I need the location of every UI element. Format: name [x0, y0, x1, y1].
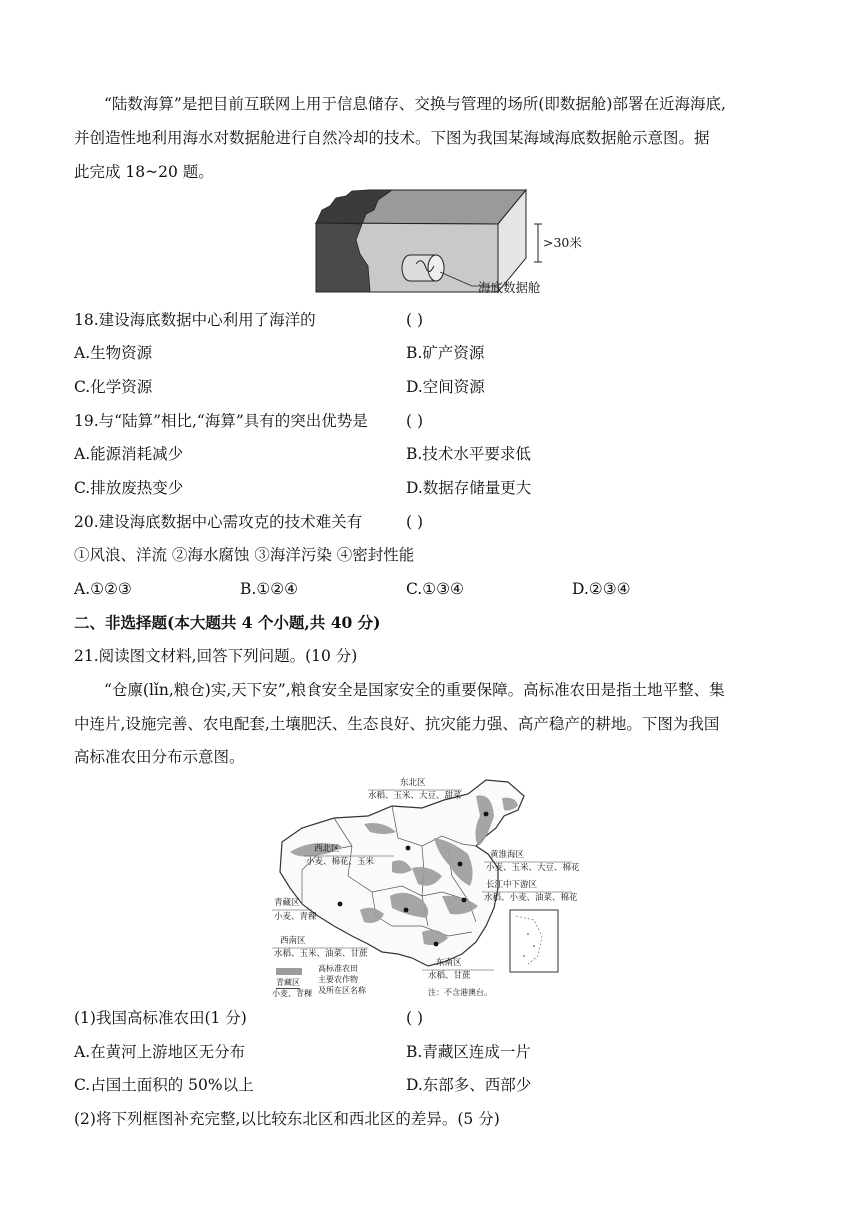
farmland-map-figure — [272, 776, 592, 1002]
q21-para-line-3: 高标准农田分布示意图。 — [74, 748, 245, 766]
depth-label: >30米 — [543, 235, 582, 250]
legend-crops-label: 主要农作物 — [318, 975, 358, 984]
q18-option-d: D.空间资源 — [406, 378, 485, 396]
q21-1-stem: (1)我国高标准农田(1 分) — [74, 1009, 247, 1027]
q20-option-d: D.②③④ — [572, 580, 631, 598]
q18-answer-paren: ( ) — [406, 311, 424, 329]
map-label-hh-region: 黄淮海区 — [490, 850, 525, 860]
q19-stem: 19.与“陆算”相比,“海算”具有的突出优势是 — [74, 412, 368, 430]
q20-stem: 20.建设海底数据中心需攻克的技术难关有 — [74, 513, 363, 531]
q18-stem: 18.建设海底数据中心利用了海洋的 — [74, 311, 316, 329]
intro-line-3: 此完成 18~20 题。 — [74, 163, 214, 181]
map-label-nw-region: 西北区 — [314, 844, 340, 854]
q19-option-a: A.能源消耗减少 — [74, 445, 184, 463]
q21-1-option-b: B.青藏区连成一片 — [406, 1043, 531, 1061]
q20-option-a: A.①②③ — [74, 580, 132, 598]
map-label-cj-region: 长江中下游区 — [486, 880, 538, 890]
map-label-xn-region: 西南区 — [280, 936, 306, 946]
q18-option-c: C.化学资源 — [74, 378, 153, 396]
intro-line-2: 并创造性地利用海水对数据舱进行自然冷却的技术。下图为我国某海域海底数据舱示意图。据 — [74, 129, 710, 147]
q20-items: ①风浪、洋流 ②海水腐蚀 ③海洋污染 ④密封性能 — [74, 546, 415, 564]
map-label-cj-crops: 水稻、小麦、油菜、棉花 — [484, 893, 578, 903]
map-label-dn-crops: 水稻、甘蔗 — [428, 971, 471, 981]
q20-option-c: C.①③④ — [406, 580, 464, 598]
map-label-dn-region: 东南区 — [436, 958, 462, 968]
intro-line-1: “陆数海算”是把目前互联网上用于信息储存、交换与管理的场所(即数据舱)部署在近海海底, — [104, 95, 726, 113]
map-label-nw-crops: 小麦、棉花、玉米 — [306, 857, 375, 867]
q21-para-line-1: “仓廪(lǐn,粮仓)实,天下安”,粮食安全是国家安全的重要保障。高标准农田是指土地平整、集 — [104, 681, 725, 699]
legend-sample-region: 青藏区 — [276, 978, 300, 987]
q18-option-b: B.矿产资源 — [406, 344, 485, 362]
section-heading: 二、非选择题(本大题共 4 个小题,共 40 分) — [74, 613, 381, 632]
q21-2-stem: (2)将下列框图补充完整,以比较东北区和西北区的差异。(5 分) — [74, 1110, 500, 1128]
q19-option-b: B.技术水平要求低 — [406, 445, 531, 463]
data-cabin-figure — [312, 188, 582, 300]
q21-stem: 21.阅读图文材料,回答下列问题。(10 分) — [74, 647, 358, 665]
legend-sample-crops: 小麦、青稞 — [272, 989, 312, 998]
q21-1-option-d: D.东部多、西部少 — [406, 1076, 532, 1094]
legend-field-label: 高标准农田 — [318, 964, 358, 973]
map-label-xn-crops: 水稻、玉米、油菜、甘蔗 — [274, 949, 368, 959]
q21-1-option-a: A.在黄河上游地区无分布 — [74, 1043, 246, 1061]
q19-option-d: D.数据存储量更大 — [406, 479, 532, 497]
map-label-qz-crops: 小麦、青稞 — [274, 912, 317, 922]
q19-option-c: C.排放废热变少 — [74, 479, 184, 497]
q20-answer-paren: ( ) — [406, 513, 424, 531]
map-note: 注：不含港澳台。 — [428, 988, 492, 997]
map-label-hh-crops: 小麦、玉米、大豆、棉花 — [486, 863, 580, 873]
q19-answer-paren: ( ) — [406, 412, 424, 430]
cabin-label: 海底数据舱 — [478, 280, 541, 295]
q21-1-answer-paren: ( ) — [406, 1009, 424, 1027]
q18-option-a: A.生物资源 — [74, 344, 153, 362]
map-label-qz-region: 青藏区 — [274, 898, 300, 908]
q21-1-option-c: C.占国土面积的 50%以上 — [74, 1076, 254, 1094]
map-label-ne-region: 东北区 — [400, 778, 426, 788]
q20-option-b: B.①②④ — [240, 580, 299, 598]
q21-para-line-2: 中连片,设施完善、农电配套,土壤肥沃、生态良好、抗灾能力强、高产稳产的耕地。下图为我国 — [74, 715, 720, 733]
map-label-ne-crops: 水稻、玉米、大豆、甜菜 — [368, 791, 462, 801]
legend-region-label: 及所在区名称 — [318, 986, 366, 995]
